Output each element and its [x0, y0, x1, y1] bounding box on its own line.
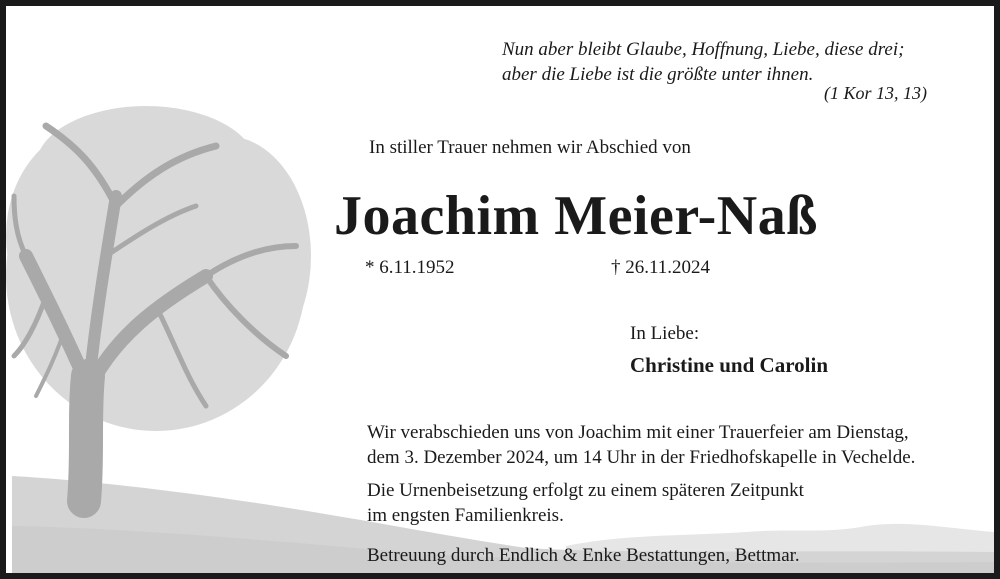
ceremony-paragraph: [367, 420, 967, 470]
intro-text: In stiller Trauer nehmen wir Abschied von: [369, 137, 691, 158]
quote-line-2: aber die Liebe ist die größte unter ihnen.: [502, 64, 814, 85]
funeral-home-credit: Betreuung durch Endlich & Enke Bestattungen, Bettmar.: [367, 545, 800, 566]
burial-paragraph: [367, 478, 967, 528]
death-date: † 26.11.2024: [611, 257, 711, 278]
ceremony-line-2: dem 3. Dezember 2024, um 14 Uhr in der Friedhofskapelle in Vechelde.: [367, 447, 916, 468]
quote-line-1: Nun aber bleibt Glaube, Hoffnung, Liebe, diese drei;: [502, 39, 905, 60]
birth-date: * 6.11.1952: [365, 257, 455, 278]
burial-line-1: Die Urnenbeisetzung erfolgt zu einem späteren Zeitpunkt: [367, 480, 804, 501]
bible-quote: [502, 37, 942, 87]
burial-line-2: im engsten Familienkreis.: [367, 505, 564, 526]
ceremony-line-1: Wir verabschieden uns von Joachim mit einer Trauerfeier am Dienstag,: [367, 422, 909, 443]
deceased-name: Joachim Meier-Naß: [334, 185, 818, 247]
quote-reference: (1 Kor 13, 13): [824, 83, 927, 103]
mourners-label: In Liebe:: [630, 323, 700, 344]
mourners-names: Christine und Carolin: [630, 353, 828, 377]
